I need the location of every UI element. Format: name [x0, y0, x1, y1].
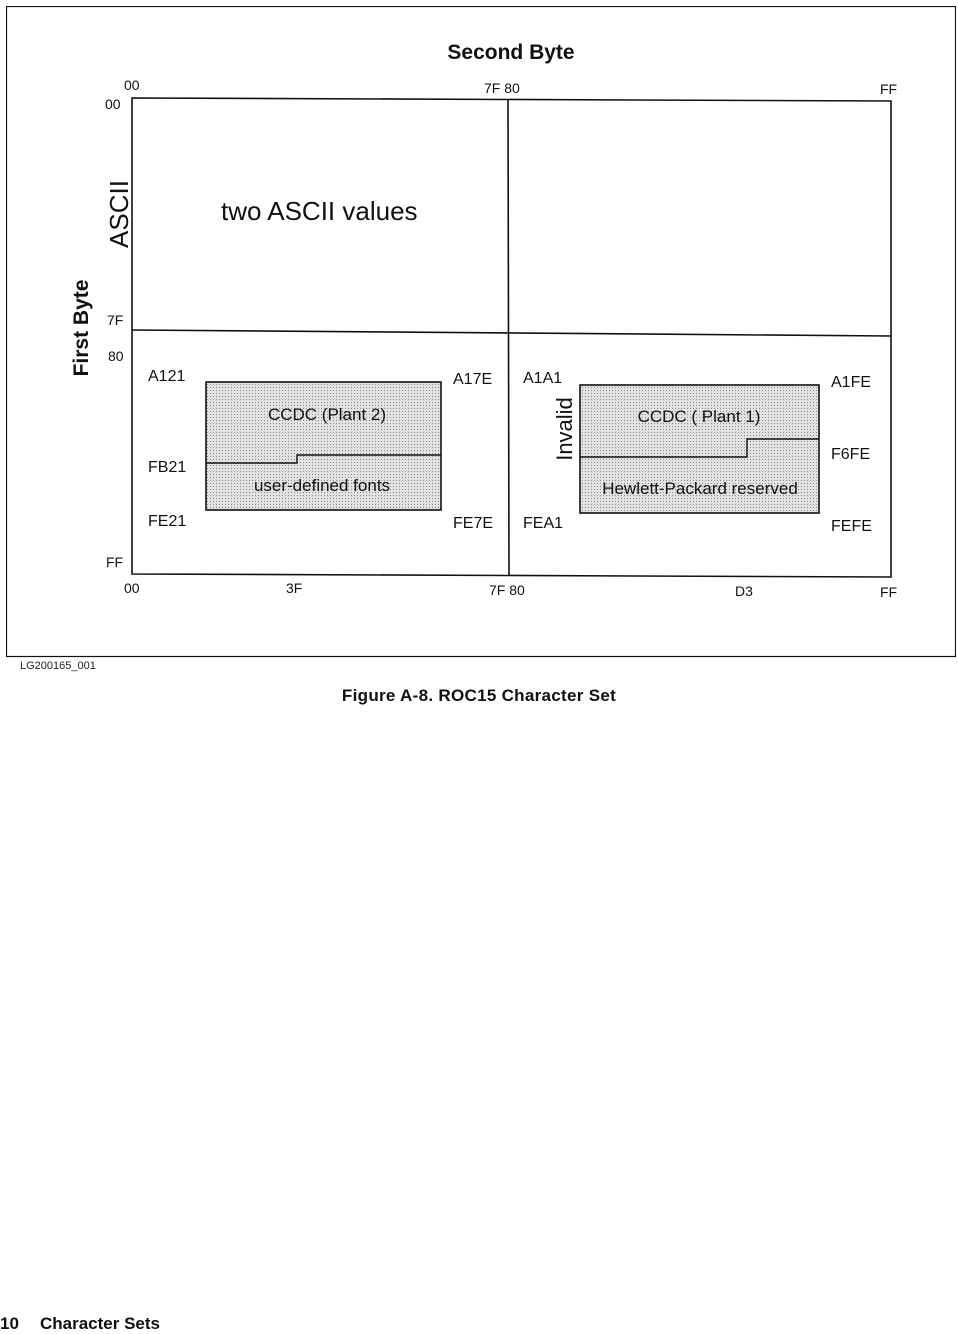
- figure-id-label: LG200165_001: [20, 660, 96, 672]
- y-tick-00: 00: [105, 96, 121, 112]
- x-tick-top-00: 00: [124, 77, 140, 93]
- x-tick-bottom-3f: 3F: [286, 580, 303, 596]
- x-tick-bottom-7f80: 7F 80: [489, 582, 525, 598]
- right-corner-tr: A1FE: [831, 374, 872, 391]
- left-corner-br: FE7E: [453, 515, 494, 532]
- y-tick-7f: 7F: [107, 312, 124, 328]
- page-footer: [0, 1314, 160, 1334]
- left-corner-tr: A17E: [453, 371, 493, 388]
- y-tick-80: 80: [108, 348, 124, 364]
- figure-caption: Figure A-8. ROC15 Character Set: [341, 686, 617, 705]
- x-tick-top-ff: FF: [880, 81, 898, 97]
- x-tick-bottom-00: 00: [124, 580, 140, 596]
- ascii-label: ASCII: [104, 180, 134, 248]
- vertical-divider: [508, 99, 509, 576]
- right-mid-right: F6FE: [831, 446, 871, 463]
- y-tick-ff: FF: [106, 554, 124, 570]
- section-title: Character Sets: [40, 1314, 161, 1333]
- invalid-label: Invalid: [552, 397, 577, 461]
- left-block-upper-text: CCDC (Plant 2): [267, 405, 387, 424]
- right-block-lower-text: Hewlett-Packard reserved: [602, 479, 798, 498]
- y-axis-title: First Byte: [70, 279, 93, 377]
- right-corner-bl: FEA1: [523, 515, 564, 532]
- right-block-upper-text: CCDC ( Plant 1): [637, 407, 761, 426]
- x-tick-bottom-d3: D3: [735, 583, 753, 599]
- right-corner-tl: A1A1: [523, 370, 563, 387]
- page-number: 10: [0, 1314, 19, 1333]
- left-mid-left: FB21: [148, 459, 187, 476]
- roc15-diagram: [6, 6, 956, 660]
- horizontal-divider: [132, 330, 891, 336]
- ascii-region-text: two ASCII values: [221, 196, 418, 226]
- right-corner-br: FEFE: [831, 518, 872, 535]
- x-tick-bottom-ff: FF: [880, 584, 898, 600]
- x-tick-top-7f80: 7F 80: [484, 80, 520, 96]
- x-axis-title: Second Byte: [447, 41, 575, 64]
- left-corner-tl: A121: [148, 368, 186, 385]
- figure-frame: [7, 7, 956, 657]
- left-corner-bl: FE21: [148, 513, 187, 530]
- left-block-lower-text: user-defined fonts: [253, 476, 391, 495]
